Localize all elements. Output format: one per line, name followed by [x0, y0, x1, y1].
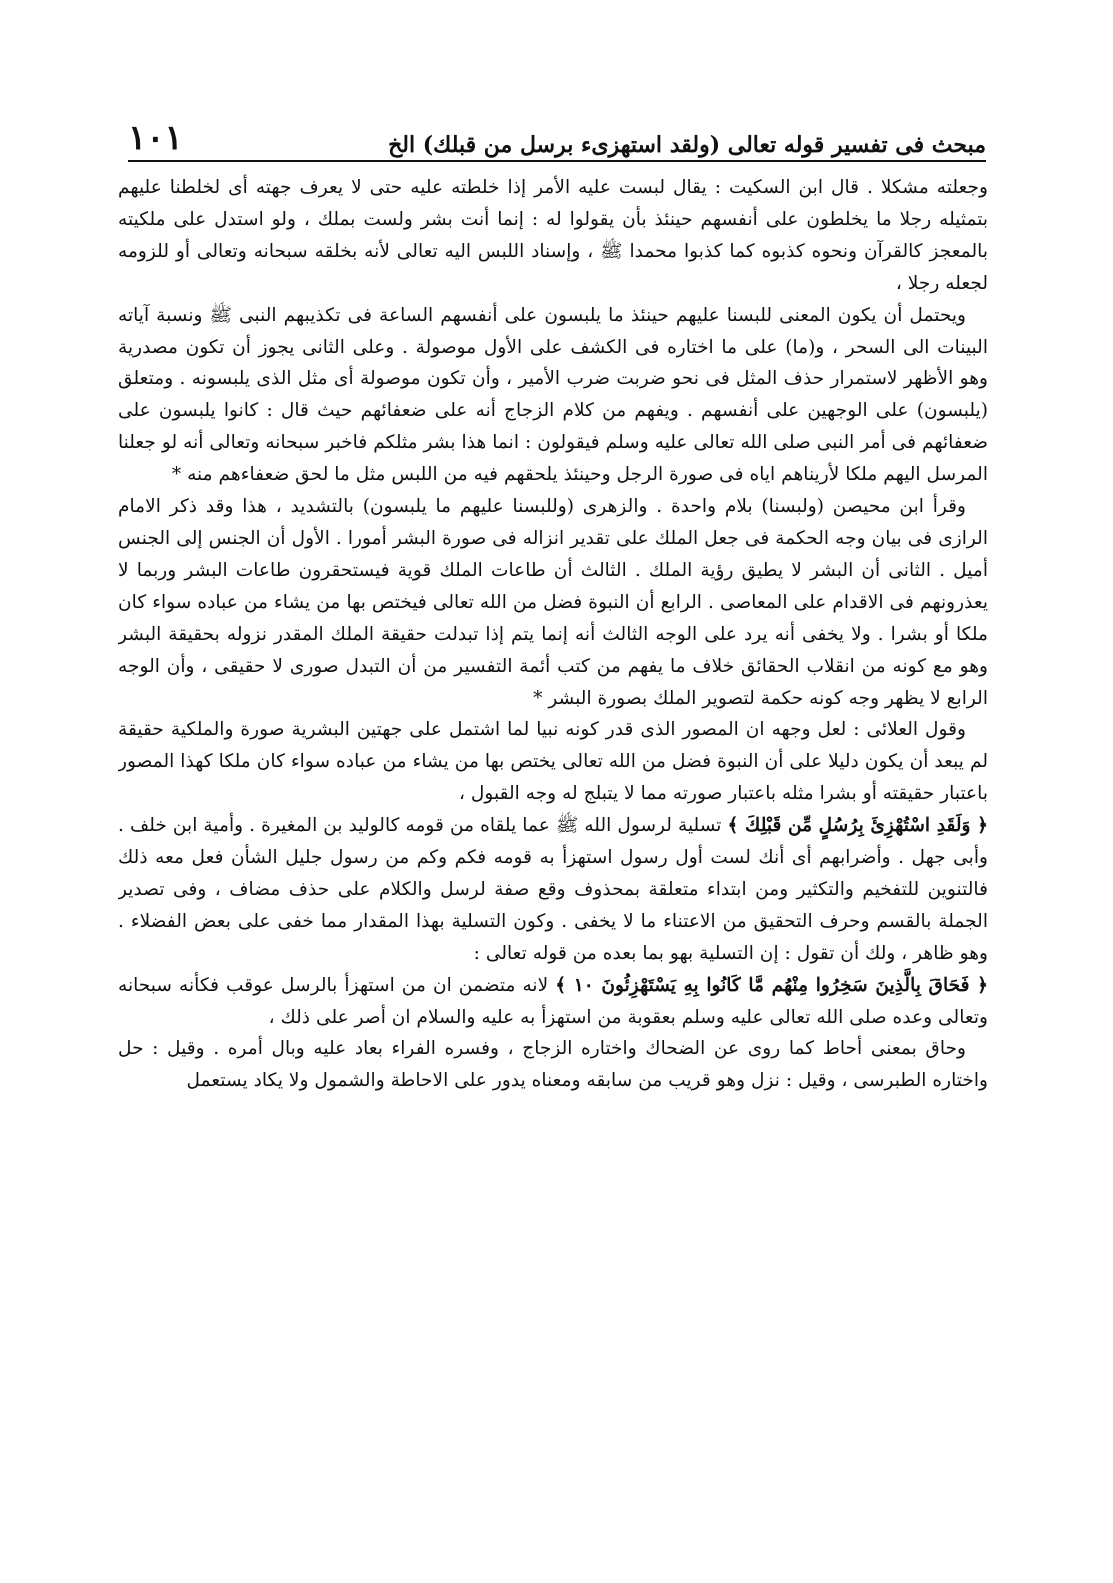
- paragraph-7: وحاق بمعنى أحاط كما روى عن الضحاك واختاره الزجاج ، وفسره الفراء بعاد عليه وبال أمره . وقيل : حل واختاره الطبرسى ، وقيل : نزل وهو قريب من سابقه ومعناه يدور على الاحاطة والشمول ولا يكاد يستعمل: [118, 1038, 988, 1092]
- paragraph-1: وجعلته مشكلا . قال ابن السكيت : يقال لبست عليه الأمر إذا خلطته عليه حتى لا يعرف جهته أى لخلطنا عليهم بتمثيله رجلا ما يخلطون على أنفسهم حينئذ بأن يقولوا له : إنما أنت بشر ولست بملك ، ولو استدل على ملكيته بالمعجز كالقرآن ونحوه كذبوه كما كذبوا محمدا ﷺ ، وإسناد اللبس اليه تعالى لأنه بخلقه سبحانه وتعالى أو للزومه لجعله رجلا ،: [118, 177, 988, 294]
- paragraph-6-text: لانه متضمن ان من استهزأ بالرسل عوقب فكأنه سبحانه وتعالى وعده صلى الله تعالى عليه وسلم بعقوبة من استهزأ به عليه والسلام ان أصر على ذلك ،: [118, 974, 988, 1028]
- paragraph-4: وقول العلائى : لعل وجهه ان المصور الذى قدر كونه نبيا لما اشتمل على جهتين البشرية صورة والملكية حقيقة لم يبعد أن يكون دليلا على أن النبوة فضل من الله تعالى يختص بها من يشاء من عباده سواء كان ملكا كهذا المصور باعتبار حقيقته أو بشرا مثله باعتبار صورته مما لا يتبلج له وجه القبول ،: [118, 719, 988, 805]
- paragraph-2: ويحتمل أن يكون المعنى للبسنا عليهم حينئذ ما يلبسون على أنفسهم الساعة فى تكذيبهم النبى ﷺ ونسبة آياته البينات الى السحر ، و(ما) على ما اختاره فى الكشف على الأول موصولة . وعلى الثانى يجوز أن تكون مصدرية وهو الأظهر لاستمرار حذف المثل فى نحو ضربت ضرب الأمير ، وأن تكون موصولة أى مثل الذى يلبسونه . ومتعلق (يلبسون) على الوجهين على أنفسهم . ويفهم من كلام الزجاج أنه على ضعفائهم حيث قال : كانوا يلبسون على ضعفائهم فى أمر النبى صلى الله تعالى عليه وسلم فيقولون : انما هذا بشر مثلكم فاخبر سبحانه وتعالى أنه لو جعلنا المرسل اليهم ملكا لأريناهم اياه فى صورة الرجل وحينئذ يلحقهم فيه من اللبس مثل ما لحق ضعفاءهم منه *: [118, 304, 988, 486]
- paragraph-5-text: تسلية لرسول الله ﷺ عما يلقاه من قومه كالوليد بن المغيرة . وأمية ابن خلف . وأبى جهل . وأضرابهم أى أنك لست أول رسول استهزأ به قومه فكم وكم من رسول جليل الشأن فعل معه ذلك فالتنوين للتفخيم والتكثير ومن ابتداء متعلقة بمحذوف وقع صفة لرسل والكلام على حذف مضاف ، وفى تصدير الجملة بالقسم وحرف التحقيق من الاعتناء ما لا يخفى . وكون التسلية بهذا المقدار مما خفى على بعض الفضلاء . وهو ظاهر ، ولك أن تقول : إن التسلية بهو بما بعده من قوله تعالى :: [118, 815, 988, 964]
- running-title: مبحث فى تفسير قوله تعالى (ولقد استهزىء برسل من قبلك) الخ: [388, 132, 986, 158]
- page-header: [128, 112, 986, 158]
- page-number: ١٠١: [128, 118, 183, 158]
- paragraph-5: [118, 810, 988, 970]
- page-body: [118, 172, 988, 1532]
- header-rule: [128, 160, 986, 162]
- paragraph-6: [118, 970, 988, 1034]
- quran-verse-1: ﴿ وَلَقَدِ اسْتُهْزِئَ بِرُسُلٍ مِّن قَبْلِكَ ﴾: [727, 815, 988, 837]
- paragraph-3: وقرأ ابن محيصن (ولبسنا) بلام واحدة . والزهرى (وللبسنا عليهم ما يلبسون) بالتشديد ، هذا وقد ذكر الامام الرازى فى بيان وجه الحكمة فى جعل الملك على تقدير انزاله فى صورة البشر أمورا . الأول أن الجنس إلى الجنس أميل . الثانى أن البشر لا يطيق رؤية الملك . الثالث أن طاعات الملك قوية فيستحقرون طاعات البشر وربما لا يعذرونهم فى الاقدام على المعاصى . الرابع أن النبوة فضل من الله تعالى فيختص بها من يشاء من عباده سواء كان ملكا أو بشرا . ولا يخفى أنه يرد على الوجه الثالث أنه إنما يتم إذا تبدلت حقيقة الملك المقدر نزوله بحقيقة البشر وهو مع كونه من انقلاب الحقائق خلاف ما يفهم من كتب أئمة التفسير من أن التبدل صورى لا حقيقى ، وأن الوجه الرابع لا يظهر وجه كونه حكمة لتصوير الملك بصورة البشر *: [118, 496, 988, 709]
- quran-verse-2: ﴿ فَحَاقَ بِالَّذِينَ سَخِرُوا مِنْهُم مَّا كَانُوا بِهِ يَسْتَهْزِئُونَ ١٠ ﴾: [555, 974, 988, 996]
